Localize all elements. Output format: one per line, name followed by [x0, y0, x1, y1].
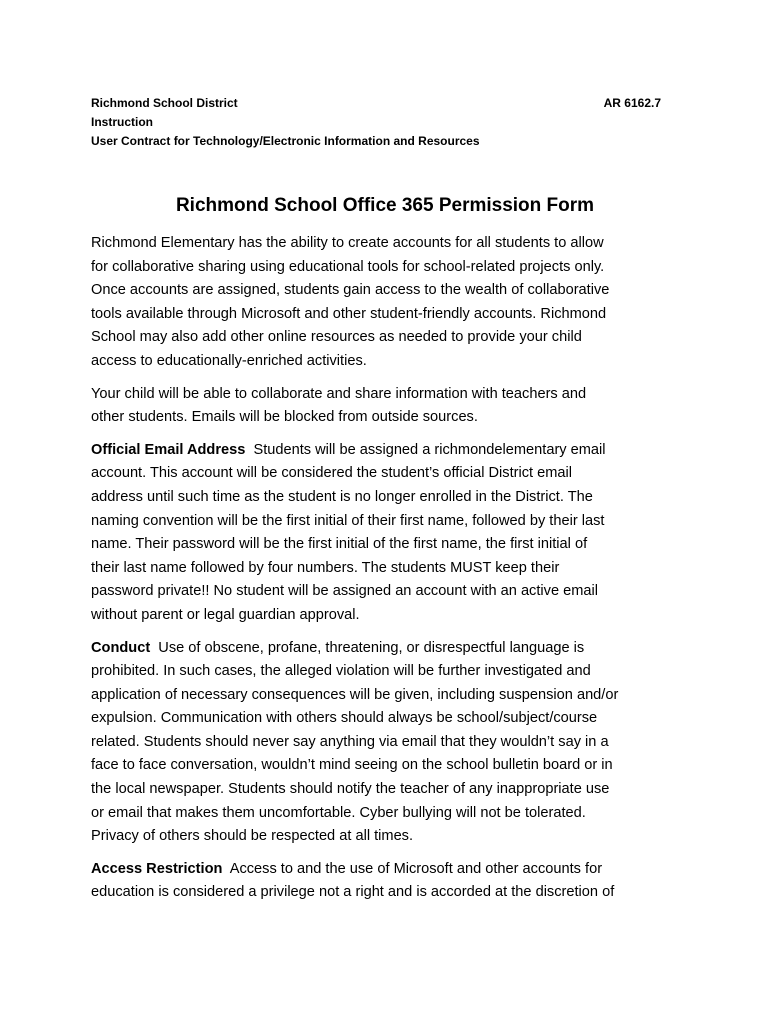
conduct-section	[91, 637, 663, 849]
form-title: Richmond School Office 365 Permission Form	[175, 195, 595, 216]
section-first-line	[91, 439, 663, 463]
paragraph-line: Once accounts are assigned, students gain access to the wealth of collaborative	[91, 282, 610, 299]
header-subtitle: User Contract for Technology/Electronic Information and Resources	[91, 134, 480, 148]
section-heading-access-restriction: Access Restriction	[91, 860, 223, 877]
paragraph-line: Privacy of others should be respected at all times.	[91, 828, 414, 845]
section-heading-official-email: Official Email Address	[91, 441, 246, 458]
collaboration-paragraph	[91, 383, 663, 430]
paragraph-line: password private!! No student will be assigned an account with an active email	[91, 583, 598, 600]
header-category: Instruction	[91, 115, 153, 129]
form-body	[91, 232, 663, 914]
paragraph-line: naming convention will be the first initial of their first name, followed by their last	[91, 512, 605, 529]
paragraph-line: access to educationally-enriched activities.	[91, 352, 367, 369]
paragraph-line: Your child will be able to collaborate and share information with teachers and	[91, 385, 587, 402]
section-first-line-text: Use of obscene, profane, threatening, or disrespectful language is	[150, 639, 585, 656]
paragraph-line: expulsion. Communication with others should always be school/subject/course	[91, 710, 598, 727]
official-email-section	[91, 439, 663, 628]
section-first-line	[91, 858, 663, 882]
section-first-line-text: Students will be assigned a richmondelementary email	[245, 441, 606, 458]
paragraph-line: application of necessary consequences will be given, including suspension and/or	[91, 686, 619, 703]
paragraph-line: name. Their password will be the first initial of the first name, the first initial of	[91, 536, 588, 553]
document-header	[91, 94, 661, 151]
paragraph-line: Richmond Elementary has the ability to create accounts for all students to allow	[91, 235, 604, 251]
section-heading-conduct: Conduct	[91, 639, 151, 656]
paragraph-line: education is considered a privilege not a right and is accorded at the discretion of	[91, 884, 615, 901]
paragraph-line: or email that makes them uncomfortable. Cyber bullying will not be tolerated.	[91, 804, 586, 821]
paragraph-line: without parent or legal guardian approval.	[91, 606, 360, 623]
section-first-line-text: Access to and the use of Microsoft and other accounts for	[222, 860, 603, 877]
paragraph-line: account. This account will be considered the student’s official District email	[91, 465, 573, 482]
paragraph-line: address until such time as the student is no longer enrolled in the District. The	[91, 488, 593, 505]
intro-paragraph	[91, 232, 663, 374]
section-first-line	[91, 637, 663, 661]
paragraph-line: for collaborative sharing using educational tools for school-related projects only.	[91, 258, 605, 275]
paragraph-line: tools available through Microsoft and other student-friendly accounts. Richmond	[91, 305, 607, 322]
paragraph-line: School may also add other online resources as needed to provide your child	[91, 329, 582, 346]
district-name: Richmond School District	[91, 96, 238, 110]
regulation-code: AR 6162.7	[603, 96, 661, 110]
header-top-row	[91, 94, 661, 113]
access-restriction-section	[91, 858, 663, 905]
paragraph-line: the local newspaper. Students should notify the teacher of any inappropriate use	[91, 781, 610, 798]
paragraph-line: prohibited. In such cases, the alleged violation will be further investigated and	[91, 663, 591, 680]
paragraph-line: other students. Emails will be blocked from outside sources.	[91, 409, 478, 426]
paragraph-line: their last name followed by four numbers. The students MUST keep their	[91, 559, 560, 576]
paragraph-line: face to face conversation, wouldn’t mind seeing on the school bulletin board or in	[91, 757, 613, 774]
paragraph-line: related. Students should never say anything via email that they wouldn’t say in a	[91, 733, 609, 750]
